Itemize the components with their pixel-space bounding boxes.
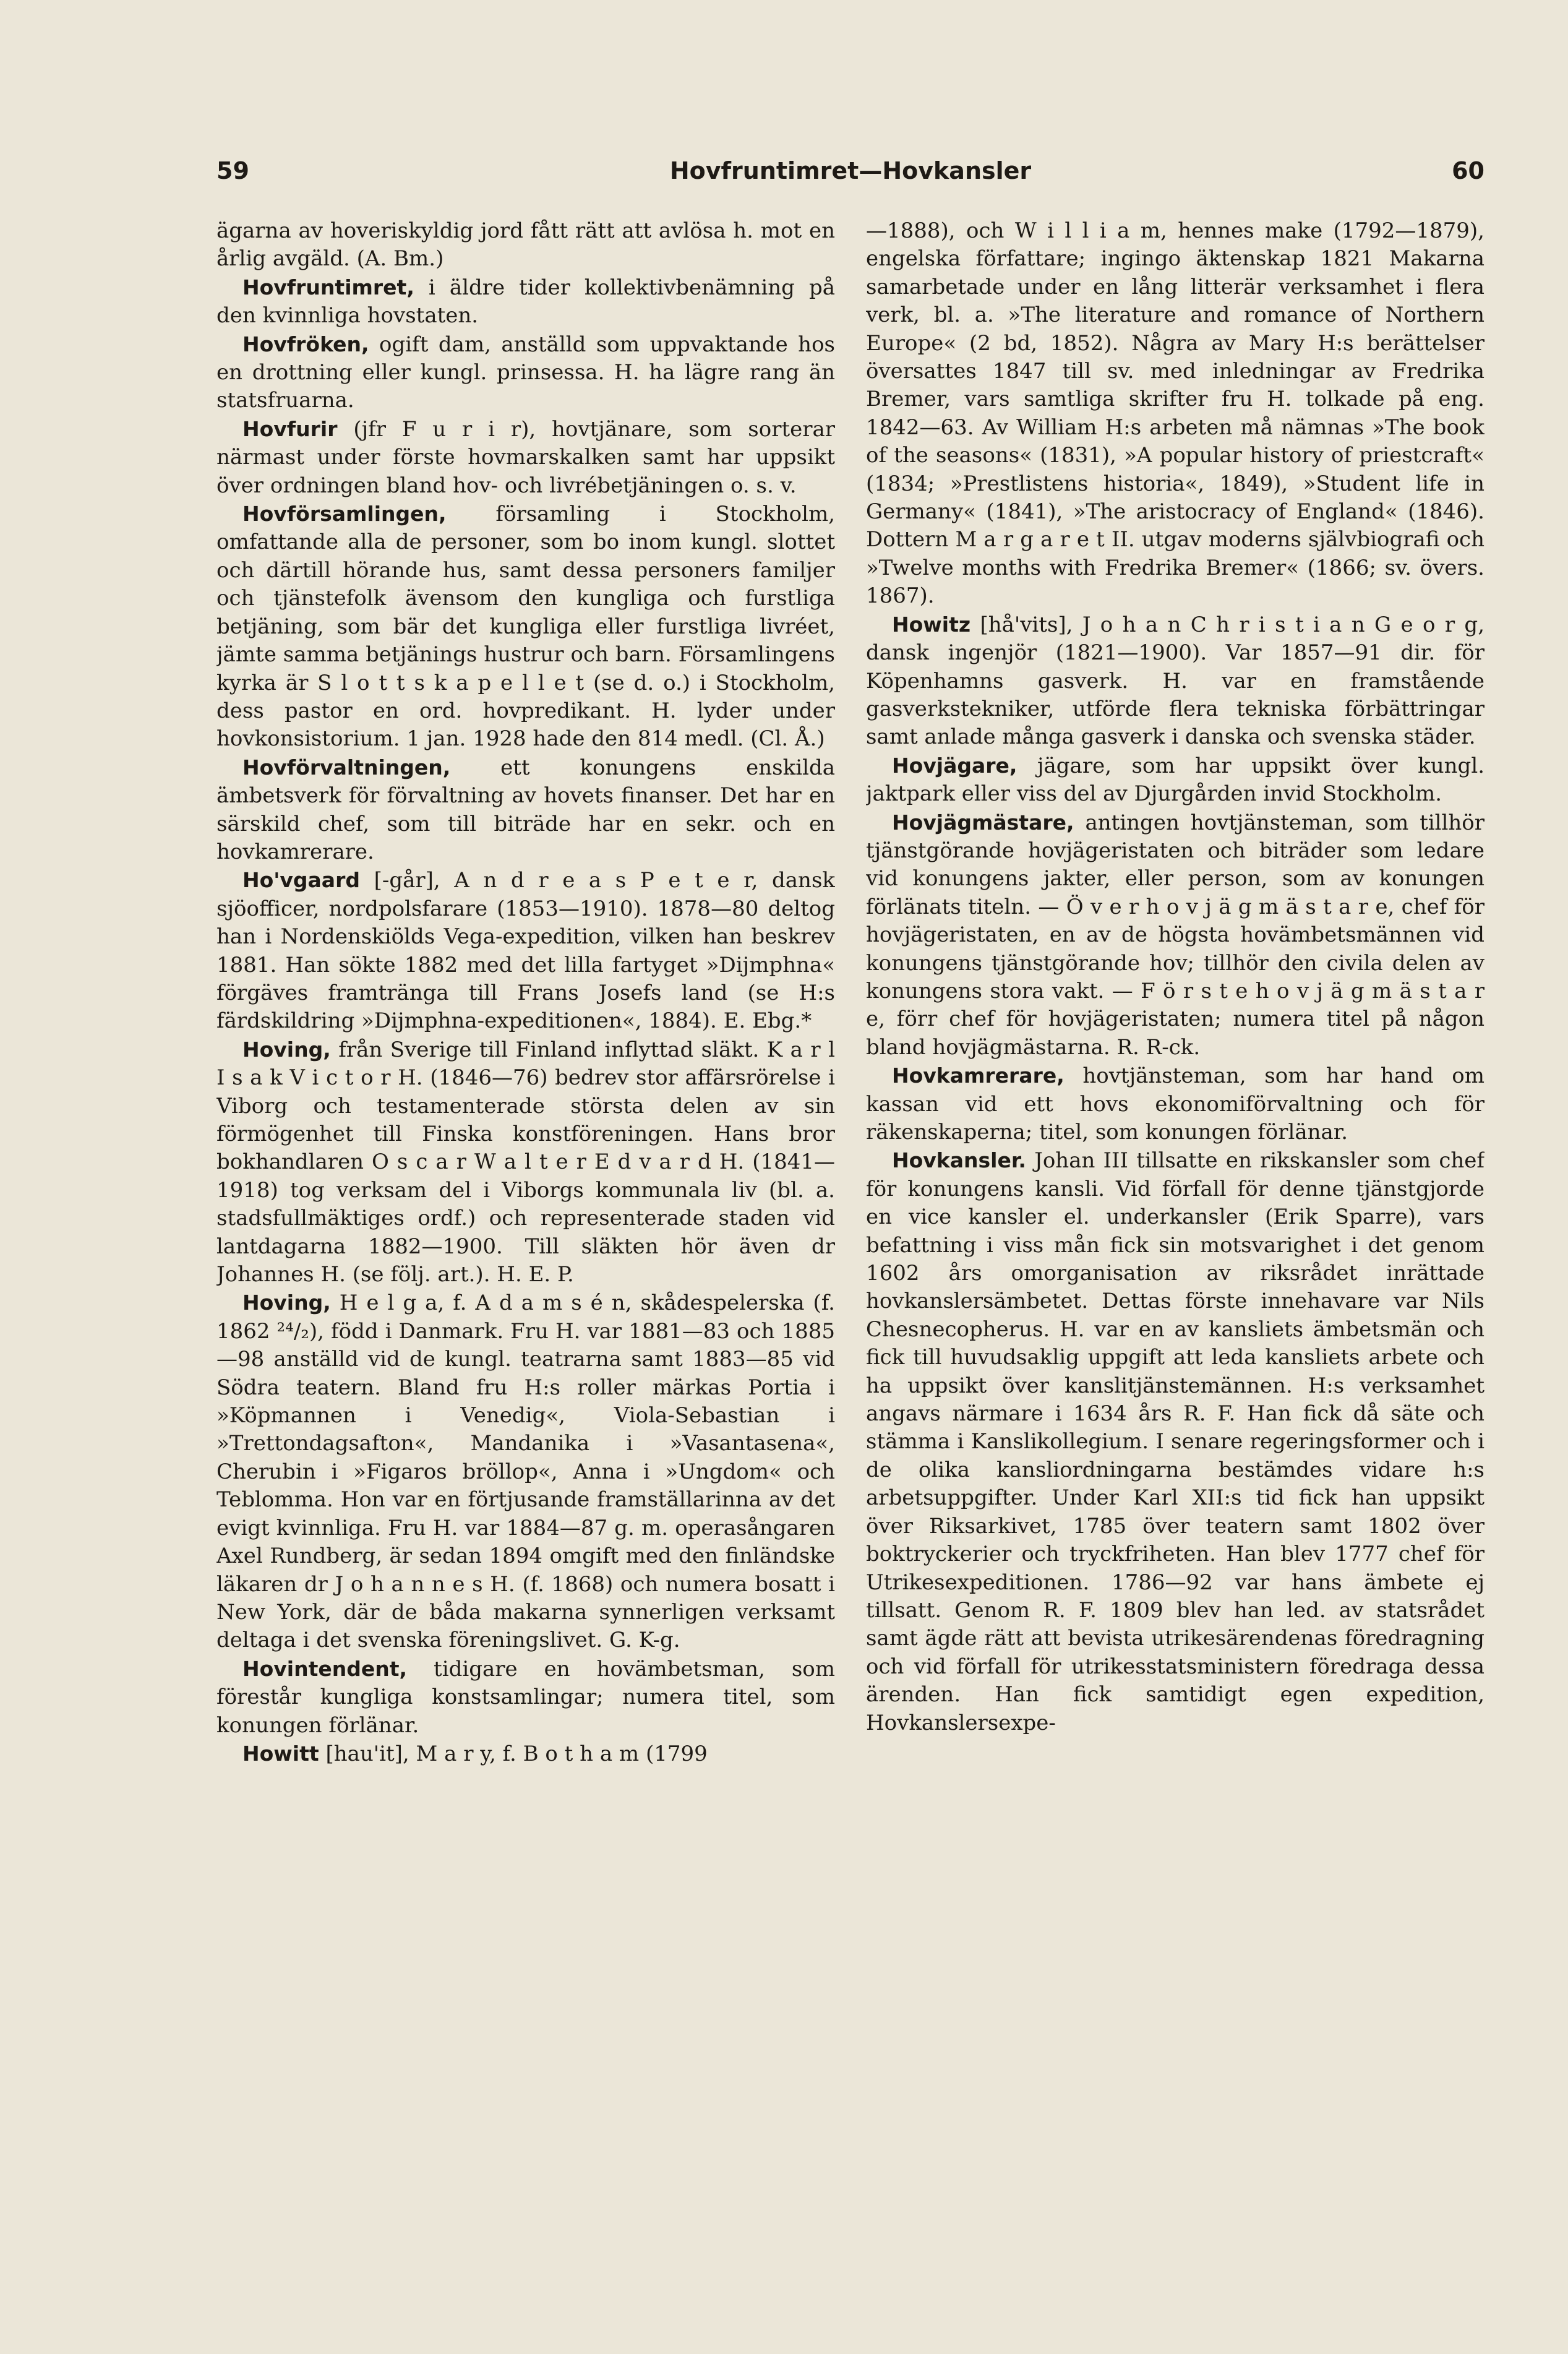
- entry-headword: Hovförvaltningen,: [242, 755, 451, 780]
- entry-text: [hå'vits], J o h a n C h r i s t i a n G e o r g, dansk ingenjör (1821—1900). Var 1857—91 dir. för Köpenhamns gasverk. H. var en framstående gasverkstekniker, utförde flera tekniska förbättringar samt anlade många gasverk i danska och svenska städer.: [866, 612, 1484, 750]
- entry: [216, 415, 835, 500]
- entry-headword: Hoving,: [242, 1291, 331, 1315]
- entry-text: H e l g a, f. A d a m s é n, skådespelerska (f. 1862 ²⁴/₂), född i Danmark. Fru H. var 1881—83 och 1885—98 anställd vid de kungl. teatrarna samt 1883—85 vid Södra teatern. Bland fru H:s roller märkas Portia i »Köpmannen i Venedig«, Viola-Sebastian i »Trettondagsafton«, Mandanika i »Vasantasena«, Cherubin i »Figaros bröllop«, Anna i »Ungdom« och Teblomma. Hon var en förtjusande framställarinna av det evigt kvinnliga. Fru H. var 1884—87 g. m. operasångaren Axel Rundberg, är sedan 1894 omgift med den finländske läkaren dr J o h a n n e s H. (f. 1868) och numera bosatt i New York, där de båda makarna synnerligen verksamt deltaga i det svenska föreningslivet. G. K-g.: [216, 1291, 835, 1653]
- entry-text: (jfr F u r i r), hovtjänare, som sorterar närmast under förste hovmarskalken samt har uppsikt över ordningen bland hov- och livrébetjäningen o. s. v.: [216, 416, 835, 498]
- entry-headword: Howitt: [242, 1741, 319, 1766]
- entry-headword: Ho'vgaard: [242, 868, 360, 893]
- entry-headword: Hovfröken,: [242, 332, 369, 356]
- entry: [216, 754, 835, 867]
- entry: [866, 752, 1484, 809]
- entry-headword: Hovkansler.: [892, 1148, 1026, 1173]
- entry: [216, 1655, 835, 1740]
- entry-headword: Hovfurir: [242, 416, 338, 441]
- entry-headword: Hovjägare,: [892, 753, 1017, 778]
- running-title: Hovfruntimret—Hovkansler: [669, 157, 1032, 184]
- entry-text: —1888), och W i l l i a m, hennes make (1792—1879), engelska författare; ingingo äktenskap 1821 Makarna samarbetade under en lång litterär verksamhet i flera verk, bl. a. »The literature and romance of Northern Europe« (2 bd, 1852). Några av Mary H:s berättelser översattes 1847 till sv. med inledningar av Fredrika Bremer, vars samtliga skrifter fru H. tolkade på eng. 1842—63. Av William H:s arbeten må nämnas »The book of the seasons« (1831), »A popular history of priestcraft« (1834; »Prestlistens historia«, 1849), »Student life in Germany« (1841), »The aristocracy of England« (1846). Dottern M a r g a r e t II. utgav moderns självbiografi och »Twelve months with Fredrika Bremer« (1866; sv. övers. 1867).: [866, 218, 1484, 609]
- page-number-right: 60: [1452, 157, 1484, 184]
- entry: [866, 611, 1484, 752]
- entry-text: i äldre tider kollektivbenämning på den kvinnliga hovstaten.: [216, 275, 835, 329]
- entry-text: [hau'it], M a r y, f. B o t h a m (1799: [325, 1741, 708, 1766]
- entry-headword: Howitz: [892, 612, 971, 637]
- entry: [216, 1740, 835, 1768]
- page-header: [216, 153, 1484, 197]
- page-number-left: 59: [216, 157, 249, 184]
- entry-text: från Sverige till Finland inflyttad släkt. K a r l I s a k V i c t o r H. (1846—76) bedrev stor affärsrörelse i Viborg och testamenterade största delen av sin förmögenhet till Finska konstföreningen. Hans bror bokhandlaren O s c a r W a l t e r E d v a r d H. (1841—1918) tog verksam del i Viborgs kommunala liv (bl. a. stadsfullmäktiges ordf.) och representerade staden vid lantdagarna 1882—1900. Till släkten hör även dr Johannes H. (se följ. art.). H. E. P.: [216, 1037, 835, 1287]
- entry: [216, 217, 835, 273]
- entry-text: jägare, som har uppsikt över kungl. jaktpark eller viss del av Djurgården invid Stockholm.: [866, 753, 1484, 807]
- entry: [866, 809, 1484, 1062]
- entry-headword: Hovintendent,: [242, 1656, 408, 1681]
- entry: [216, 1289, 835, 1654]
- entry-text: tidigare en hovämbetsman, som förestår kungliga konstsamlingar; numera titel, som konungen förlänar.: [216, 1656, 835, 1738]
- entry-text: ägarna av hoveriskyldig jord fått rätt att avlösa h. mot en årlig avgäld. (A. Bm.): [216, 218, 835, 272]
- entry-headword: Hovfruntimret,: [242, 275, 414, 299]
- entry-text: Johan III tillsatte en rikskansler som chef för konungens kansli. Vid förfall för denne tjänstgjorde en vice kansler el. underkansler (Erik Sparre), vars befattning i viss mån fick sin motsvarighet i det genom 1602 års omorganisation av riksrådet inrättade hovkanslersämbetet. Dettas förste innehavare var Nils Chesnecopherus. H. var en av kansliets ämbetsmän och fick till huvudsaklig uppgift att leda kansliets arbete och ha uppsikt över kanslitjänstemännen. H:s verksamhet angavs närmare i 1634 års R. F. Han fick då säte och stämma i Kanslikollegium. I senare regeringsformer och i de olika kansliordningarna bestämdes vidare h:s arbetsuppgifter. Under Karl XII:s tid fick han uppsikt över Riksarkivet, 1785 över teatern samt 1802 över boktryckerier och tryckfriheten. Han blev 1777 chef för Utrikesexpeditionen. 1786—92 var hans ämbete ej tillsatt. Genom R. F. 1809 blev han led. av statsrådet samt ägde rätt att bevista utrikesärendenas föredragning och vid förfall för utrikesstatsministern föredraga dessa ärenden. Han fick samtidigt egen expedition, Hovkanslersexpe-: [866, 1148, 1484, 1735]
- entry-headword: Hovkamrerare,: [892, 1063, 1065, 1088]
- entry: [866, 1146, 1484, 1737]
- entry: [216, 273, 835, 330]
- entry-text: [-går], A n d r e a s P e t e r, dansk sjöofficer, nordpolsfarare (1853—1910). 1878—80 deltog han i Nordenskiölds Vega-expedition, vilken han beskrev 1881. Han sökte 1882 med det lilla fartyget »Dijmphna« förgäves framtränga till Frans Josefs land (se H:s färdskildring »Dijmphna-expeditionen«, 1884). E. Ebg.*: [216, 868, 835, 1034]
- entry-text: församling i Stockholm, omfattande alla de personer, som bo inom kungl. slottet och därtill hörande hus, samt dessa personers familjer och tjänstefolk ävensom den kungliga och furstliga betjäning, som bär det kungliga eller furstliga livréet, jämte samma betjänings hustrur och barn. Församlingens kyrka är S l o t t s k a p e l l e t (se d. o.) i Stockholm, dess pastor en ord. hovpredikant. H. lyder under hovkonsistorium. 1 jan. 1928 hade den 814 medl. (Cl. Å.): [216, 502, 835, 752]
- entry: [866, 1062, 1484, 1146]
- entry: [216, 866, 835, 1035]
- entry: [216, 330, 835, 415]
- entry-text: ogift dam, anställd som uppvaktande hos en drottning eller kungl. prinsessa. H. ha lägre rang än statsfruarna.: [216, 332, 835, 413]
- entry-headword: Hovjägmästare,: [892, 810, 1074, 835]
- entry-text: hovtjänsteman, som har hand om kassan vid ett hovs ekonomiförvaltning och för räkenskaperna; titel, som konungen förlänar.: [866, 1063, 1484, 1145]
- entry-headword: Hoving,: [242, 1037, 331, 1062]
- entry: [216, 500, 835, 754]
- left-column: [216, 217, 835, 2277]
- entry-text: antingen hovtjänsteman, som tillhör tjänstgörande hovjägeristaten och biträder som ledare vid konungens jakter, eller person, som av konungen förlänats titeln. — Ö v e r h o v j ä g m ä s t a r e, chef för hovjägeristaten, en av de högsta hovämbetsmännen vid konungens tjänstgörande hov; tillhör den civila delen av konungens stora vakt. — F ö r s t e h o v j ä g m ä s t a r e, förr chef för hovjägeristaten; numera titel på någon bland hovjägmästarna. R. R-ck.: [866, 810, 1484, 1060]
- entry-text: ett konungens enskilda ämbetsverk för förvaltning av hovets finanser. Det har en särskild chef, som till biträde har en sekr. och en hovkamrerare.: [216, 755, 835, 864]
- entry: [866, 217, 1484, 611]
- entry-headword: Hovförsamlingen,: [242, 502, 447, 526]
- entry: [216, 1036, 835, 1289]
- right-column: [866, 217, 1484, 2277]
